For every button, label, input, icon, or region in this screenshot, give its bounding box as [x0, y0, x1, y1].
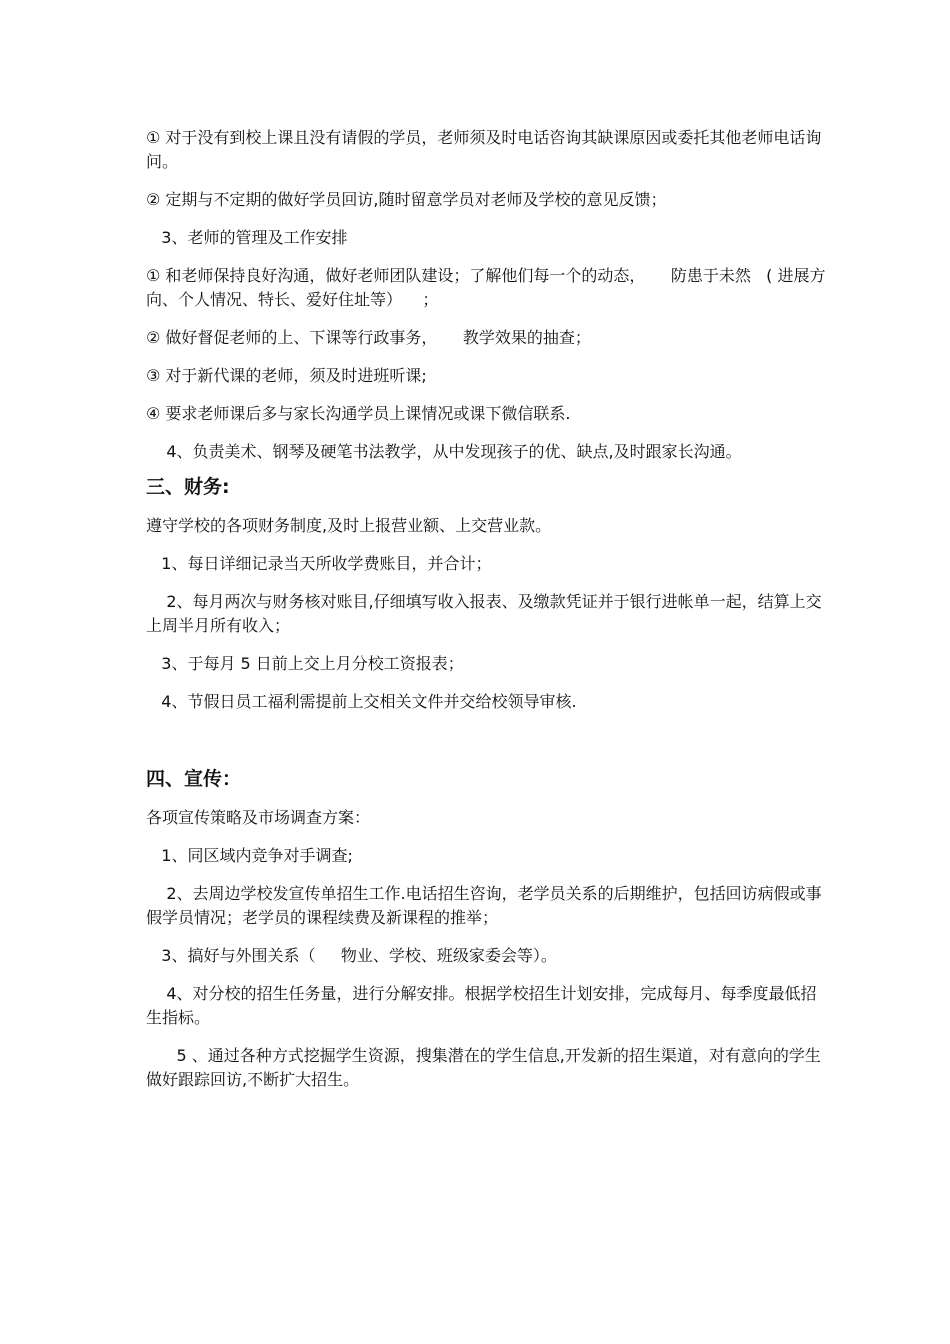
paragraph-finance-item-2: 2、每月两次与财务核对账目,仔细填写收入报表、及缴款凭证并于银行进帐单一起，结算上交上周半月所有收入；: [146, 592, 822, 635]
document-page: [146, 126, 826, 1092]
paragraph-student-feedback: ② 定期与不定期的做好学员回访,随时留意学员对老师及学校的意见反馈；: [146, 190, 667, 209]
paragraph-publicity-item-1: 1、同区域内竞争对手调查;: [146, 846, 353, 865]
paragraph-finance-item-3: 3、于每月 5 日前上交上月分校工资报表；: [146, 654, 464, 673]
paragraph-absent-students: ① 对于没有到校上课且没有请假的学员，老师须及时电话咨询其缺课原因或委托其他老师电话询问。: [146, 128, 822, 171]
section-heading-finance: 三、财务:: [146, 476, 230, 498]
section-heading-publicity: 四、宣传：: [146, 768, 242, 790]
paragraph-publicity-item-4: 4、对分校的招生任务量，进行分解安排。根据学校招生计划安排，完成每月、每季度最低招生指标。: [146, 984, 817, 1027]
paragraph-finance-item-4: 4、节假日员工福利需提前上交相关文件并交给校领导审核.: [146, 692, 577, 711]
paragraph-publicity-intro: 各项宣传策略及市场调查方案：: [146, 808, 371, 827]
paragraph-new-teacher: ③ 对于新代课的老师，须及时进班听课;: [146, 366, 427, 385]
paragraph-publicity-item-3: 3、搞好与外围关系（ 物业、学校、班级家委会等）。: [146, 946, 557, 965]
paragraph-parent-contact: ④ 要求老师课后多与家长沟通学员上课情况或课下微信联系.: [146, 404, 571, 423]
paragraph-publicity-item-5: 5 、通过各种方式挖掘学生资源，搜集潜在的学生信息,开发新的招生渠道，对有意向的学生做好跟踪回访,不断扩大招生。: [146, 1046, 821, 1089]
paragraph-teaching-duty: 4、负责美术、钢琴及硬笔书法教学，从中发现孩子的优、缺点,及时跟家长沟通。: [146, 442, 742, 461]
paragraph-teacher-admin: ② 做好督促老师的上、下课等行政事务， 教学效果的抽查；: [146, 328, 591, 347]
paragraph-finance-intro: 遵守学校的各项财务制度,及时上报营业额、上交营业款。: [146, 516, 552, 535]
paragraph-teacher-communication: ① 和老师保持良好沟通，做好老师团队建设；了解他们每一个的动态， 防患于未然 ( 进展方向、个人情况、特长、爱好住址等） ；: [146, 266, 826, 309]
paragraph-publicity-item-2: 2、去周边学校发宣传单招生工作.电话招生咨询，老学员关系的后期维护，包括回访病假或事假学员情况；老学员的课程续费及新课程的推举；: [146, 884, 822, 927]
paragraph-finance-item-1: 1、每日详细记录当天所收学费账目，并合计；: [146, 554, 492, 573]
paragraph-teacher-management-title: 3、老师的管理及工作安排: [146, 228, 348, 247]
